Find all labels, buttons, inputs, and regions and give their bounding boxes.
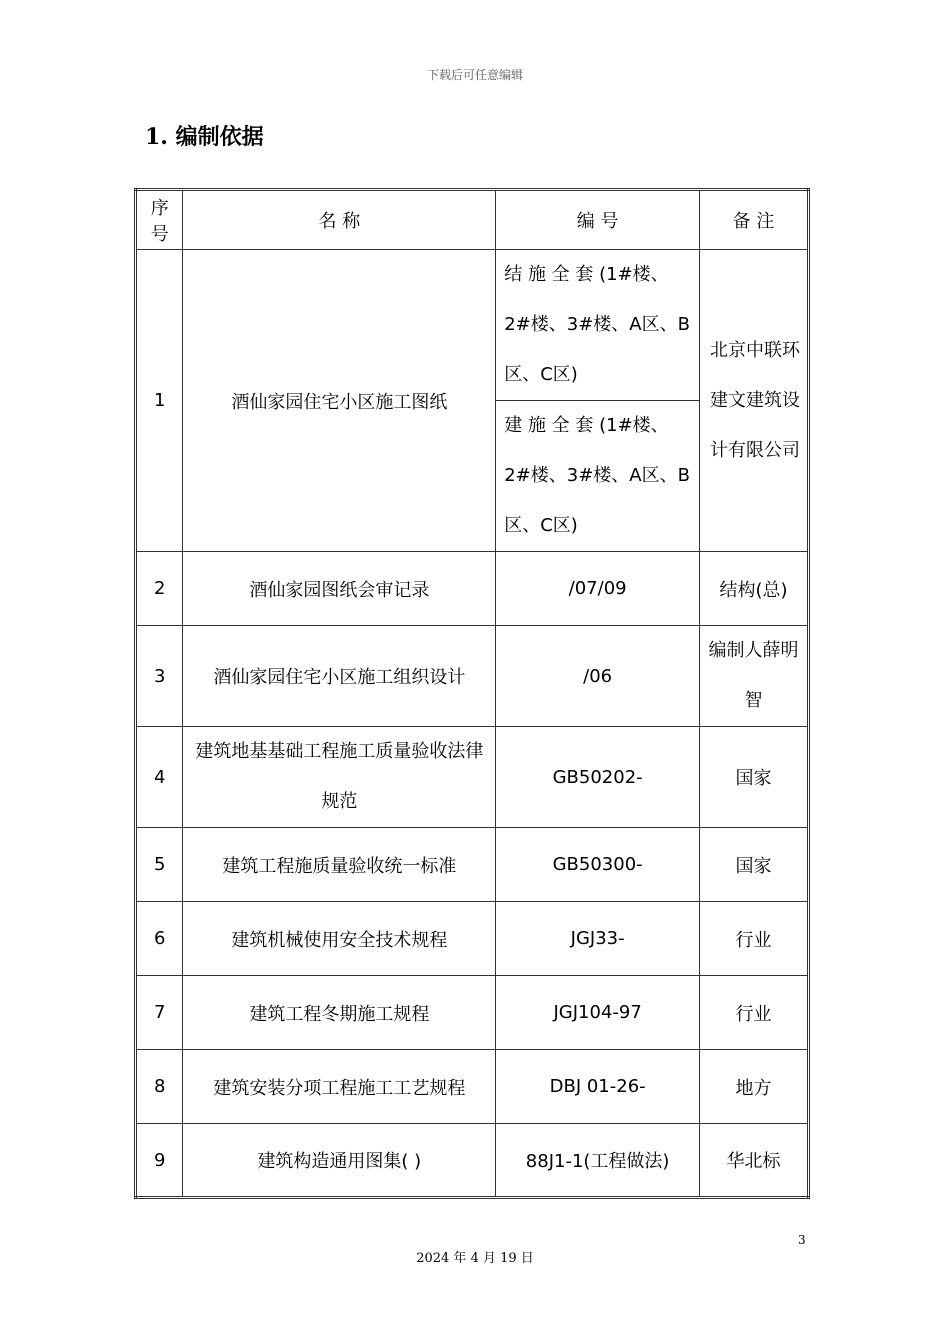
row-note: 华北标 — [700, 1124, 809, 1198]
row-name: 酒仙家园住宅小区施工图纸 — [183, 250, 496, 552]
header-code: 编 号 — [496, 190, 700, 250]
page-number: 3 — [798, 1233, 806, 1247]
row-no: 9 — [136, 1124, 183, 1198]
row-name: 建筑工程冬期施工规程 — [183, 976, 496, 1050]
table-row — [136, 1050, 809, 1124]
header-note: 备 注 — [700, 190, 809, 250]
table-row — [136, 976, 809, 1050]
table-row — [136, 250, 809, 401]
row-code: /07/09 — [496, 552, 700, 626]
row-code: DBJ 01-26- — [496, 1050, 700, 1124]
row-code-structural: 结 施 全 套 (1#楼、2#楼、3#楼、A区、B区、C区) — [496, 250, 700, 401]
footer-date: 2024 年 4 月 19 日 — [416, 1251, 534, 1266]
table-row — [136, 828, 809, 902]
row-name: 酒仙家园住宅小区施工组织设计 — [183, 626, 496, 727]
page-header: 下载后可任意编辑 — [426, 68, 523, 82]
row-no: 4 — [136, 727, 183, 828]
table-row — [136, 727, 809, 828]
row-no: 6 — [136, 902, 183, 976]
row-no: 2 — [136, 552, 183, 626]
section-title: 1. 编制依据 — [145, 124, 264, 150]
row-note: 地方 — [700, 1050, 809, 1124]
row-code-architectural: 建 施 全 套 (1#楼、2#楼、3#楼、A区、B区、C区) — [496, 401, 700, 552]
row-no: 7 — [136, 976, 183, 1050]
table-header-row — [136, 190, 809, 250]
table-row — [136, 902, 809, 976]
row-no: 3 — [136, 626, 183, 727]
row-code: JGJ104-97 — [496, 976, 700, 1050]
table-row — [136, 1124, 809, 1198]
row-name: 建筑地基基础工程施工质量验收法律规范 — [183, 727, 496, 828]
row-note: 国家 — [700, 727, 809, 828]
row-code: 88J1-1(工程做法) — [496, 1124, 700, 1198]
row-note: 国家 — [700, 828, 809, 902]
row-name: 建筑机械使用安全技术规程 — [183, 902, 496, 976]
header-name: 名 称 — [183, 190, 496, 250]
row-note: 北京中联环建文建筑设计有限公司 — [700, 250, 809, 552]
row-code: JGJ33- — [496, 902, 700, 976]
table-row — [136, 626, 809, 727]
row-name: 建筑工程施质量验收统一标准 — [183, 828, 496, 902]
row-no: 5 — [136, 828, 183, 902]
header-no: 序号 — [136, 190, 183, 250]
row-note: 行业 — [700, 976, 809, 1050]
row-note: 编制人薛明智 — [700, 626, 809, 727]
row-note: 结构(总) — [700, 552, 809, 626]
table-row — [136, 552, 809, 626]
row-note: 行业 — [700, 902, 809, 976]
row-name: 酒仙家园图纸会审记录 — [183, 552, 496, 626]
row-code: GB50300- — [496, 828, 700, 902]
row-code: GB50202- — [496, 727, 700, 828]
row-no: 8 — [136, 1050, 183, 1124]
row-name: 建筑安装分项工程施工工艺规程 — [183, 1050, 496, 1124]
row-no: 1 — [136, 250, 183, 552]
basis-table — [134, 188, 810, 1199]
row-code: /06 — [496, 626, 700, 727]
row-name: 建筑构造通用图集( ) — [183, 1124, 496, 1198]
